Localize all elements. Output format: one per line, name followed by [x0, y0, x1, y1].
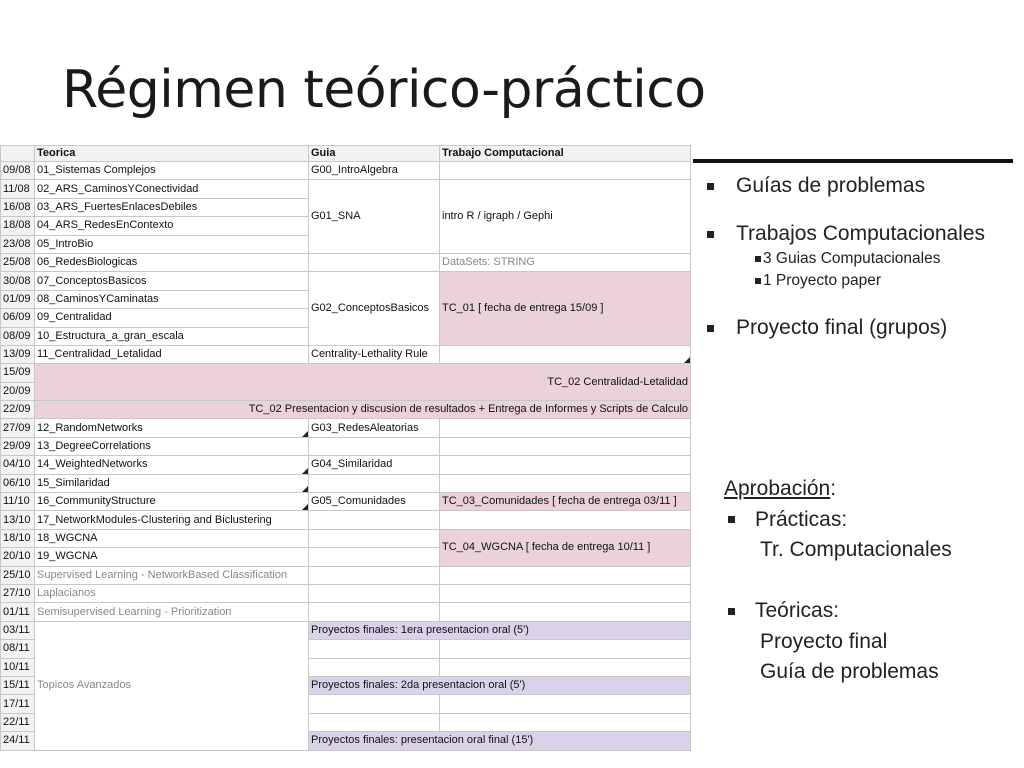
proyecto-cell: Proyectos finales: 1era presentacion oral (5') [309, 621, 691, 639]
table-row [1, 272, 691, 290]
square-bullet-icon [755, 278, 761, 284]
date-cell: 17/11 [1, 695, 35, 713]
date-cell: 16/08 [1, 198, 35, 216]
teorica-cell: 02_ARS_CaminosYConectividad [35, 180, 309, 198]
teoricas-item: Teóricas: [724, 596, 952, 627]
teorica-cell: Laplacianos [35, 584, 309, 602]
date-cell: 27/10 [1, 584, 35, 602]
bullet-list [705, 170, 1020, 340]
guia-cell: G04_Similaridad [309, 456, 440, 474]
presentacion-span-cell: TC_02 Presentacion y discusion de resultados + Entrega de Informes y Scripts de Calculo [35, 401, 691, 419]
teorica-cell: 10_Estructura_a_gran_escala [35, 327, 309, 345]
teorica-cell: 13_DegreeCorrelations [35, 437, 309, 455]
trabajo-cell: intro R / igraph / Gephi [440, 180, 691, 254]
date-cell: 11/10 [1, 493, 35, 511]
date-cell: 08/09 [1, 327, 35, 345]
teorica-cell: 05_IntroBio [35, 235, 309, 253]
table-row [1, 456, 691, 474]
date-cell: 01/09 [1, 290, 35, 308]
divider-line [693, 159, 1013, 163]
date-cell: 18/08 [1, 217, 35, 235]
teorica-cell: 18_WGCNA [35, 529, 309, 547]
teorica-cell: 06_RedesBiologicas [35, 253, 309, 271]
table-row [1, 419, 691, 437]
trabajo-cell: DataSets: STRING [440, 253, 691, 271]
guia-cell [309, 713, 440, 731]
date-cell: 03/11 [1, 621, 35, 639]
proyecto-cell: Proyectos finales: 2da presentacion oral (5') [309, 676, 691, 694]
square-bullet-icon [707, 231, 714, 238]
date-cell: 25/08 [1, 253, 35, 271]
guia-cell [309, 566, 440, 584]
guia-cell [309, 548, 440, 566]
teorica-cell: Supervised Learning - NetworkBased Classification [35, 566, 309, 584]
date-cell: 20/10 [1, 548, 35, 566]
date-cell: 11/08 [1, 180, 35, 198]
trabajo-cell [440, 474, 691, 492]
bullet-text: Proyecto final (grupos) [736, 316, 948, 339]
table-row [1, 162, 691, 180]
trabajo-cell [440, 603, 691, 621]
guia-cell: G01_SNA [309, 180, 440, 254]
table-row [1, 529, 691, 547]
date-cell: 08/11 [1, 640, 35, 658]
date-cell: 27/09 [1, 419, 35, 437]
tc02-span-cell: TC_02 Centralidad-Letalidad [35, 364, 691, 401]
sub-bullet-text: 1 Proyecto paper [763, 272, 882, 289]
proyecto-cell: Proyectos finales: presentacion oral final (15') [309, 732, 691, 750]
square-bullet-icon [728, 608, 735, 615]
teorica-cell: 03_ARS_FuertesEnlacesDebiles [35, 198, 309, 216]
sub-bullet-guias [755, 250, 1020, 268]
guia-cell: G02_ConceptosBasicos [309, 272, 440, 346]
trabajo-cell: TC_01 [ fecha de entrega 15/09 ] [440, 272, 691, 346]
date-cell: 01/11 [1, 603, 35, 621]
header-teorica: Teorica [35, 146, 309, 162]
date-cell: 24/11 [1, 732, 35, 750]
teorica-cell: 19_WGCNA [35, 548, 309, 566]
trabajo-cell [440, 640, 691, 658]
trabajo-cell [440, 695, 691, 713]
table-row [1, 603, 691, 621]
bullet-guias [705, 174, 1020, 198]
date-cell: 20/09 [1, 382, 35, 400]
teorica-cell: 16_CommunityStructure [35, 493, 309, 511]
square-bullet-icon [707, 183, 714, 190]
date-cell: 29/09 [1, 437, 35, 455]
table-row [1, 474, 691, 492]
date-cell: 15/11 [1, 676, 35, 694]
date-cell: 13/09 [1, 345, 35, 363]
guia-cell: G05_Comunidades [309, 493, 440, 511]
table-row [1, 345, 691, 363]
teorica-cell: 15_Similaridad [35, 474, 309, 492]
bullet-text: Guías de problemas [736, 174, 926, 197]
guia-cell [309, 511, 440, 529]
date-cell: 22/09 [1, 401, 35, 419]
date-cell: 10/11 [1, 658, 35, 676]
teorica-cell: 17_NetworkModules-Clustering and Biclustering [35, 511, 309, 529]
trabajo-cell [440, 437, 691, 455]
trabajo-cell [440, 162, 691, 180]
table-row [1, 364, 691, 382]
trabajo-cell [440, 345, 691, 363]
teorica-cell: 08_CaminosYCaminatas [35, 290, 309, 308]
guia-cell [309, 253, 440, 271]
teoricas-detail-proyecto: Proyecto final [760, 629, 888, 653]
header-row [1, 146, 691, 162]
date-cell: 18/10 [1, 529, 35, 547]
guia-cell [309, 474, 440, 492]
guia-cell [309, 695, 440, 713]
date-cell: 30/08 [1, 272, 35, 290]
date-cell: 22/11 [1, 713, 35, 731]
square-bullet-icon [728, 516, 735, 523]
teorica-cell: 09_Centralidad [35, 309, 309, 327]
guia-cell: Centrality-Lethality Rule [309, 345, 440, 363]
aprobacion-heading: Aprobación: [724, 477, 837, 500]
table-row [1, 437, 691, 455]
trabajo-cell [440, 713, 691, 731]
date-cell: 06/10 [1, 474, 35, 492]
sub-bullet-paper [755, 272, 1020, 290]
square-bullet-icon [707, 325, 714, 332]
guia-cell: G03_RedesAleatorias [309, 419, 440, 437]
table-row [1, 566, 691, 584]
teoricas-detail-guia: Guía de problemas [760, 660, 939, 683]
header-trabajo: Trabajo Computacional [440, 146, 691, 162]
teorica-cell: 12_RandomNetworks [35, 419, 309, 437]
table-row [1, 180, 691, 198]
teorica-cell: Topicos Avanzados [35, 621, 309, 750]
date-cell: 15/09 [1, 364, 35, 382]
table-row [1, 401, 691, 419]
table-row [1, 584, 691, 602]
schedule-spreadsheet [0, 145, 690, 758]
teorica-cell: 07_ConceptosBasicos [35, 272, 309, 290]
teorica-cell: Semisupervised Learning - Prioritization [35, 603, 309, 621]
trabajo-cell [440, 658, 691, 676]
trabajo-cell: TC_04_WGCNA [ fecha de entrega 10/11 ] [440, 529, 691, 566]
date-cell: 25/10 [1, 566, 35, 584]
trabajo-cell [440, 566, 691, 584]
table-row [1, 511, 691, 529]
guia-cell [309, 658, 440, 676]
trabajo-cell [440, 456, 691, 474]
teorica-cell: 04_ARS_RedesEnContexto [35, 217, 309, 235]
trabajo-cell: TC_03_Comunidades [ fecha de entrega 03/11 ] [440, 493, 691, 511]
table-row [1, 621, 691, 639]
teorica-cell: 14_WeightedNetworks [35, 456, 309, 474]
teorica-cell: 01_Sistemas Complejos [35, 162, 309, 180]
bullet-proyecto [705, 316, 1020, 340]
guia-cell [309, 640, 440, 658]
table-row [1, 493, 691, 511]
table-row [1, 253, 691, 271]
practicas-detail: Tr. Computacionales [760, 538, 952, 561]
guia-cell [309, 584, 440, 602]
guia-cell [309, 529, 440, 547]
date-cell: 23/08 [1, 235, 35, 253]
slide-title: Régimen teórico-práctico [62, 60, 706, 120]
guia-cell [309, 437, 440, 455]
guia-cell: G00_IntroAlgebra [309, 162, 440, 180]
bullet-text: Trabajos Computacionales [736, 222, 986, 245]
date-cell: 13/10 [1, 511, 35, 529]
date-cell: 04/10 [1, 456, 35, 474]
date-cell: 09/08 [1, 162, 35, 180]
trabajo-cell [440, 584, 691, 602]
date-cell: 06/09 [1, 309, 35, 327]
guia-cell [309, 603, 440, 621]
square-bullet-icon [755, 256, 761, 262]
sub-bullet-text: 3 Guias Computacionales [763, 250, 941, 267]
practicas-item: Prácticas: [724, 505, 952, 536]
header-guia: Guia [309, 146, 440, 162]
header-date-cell [1, 146, 35, 162]
trabajo-cell [440, 511, 691, 529]
aprobacion-block [724, 474, 952, 688]
bullet-trabajos [705, 222, 1020, 246]
trabajo-cell [440, 419, 691, 437]
spacer [724, 566, 952, 597]
teorica-cell: 11_Centralidad_Letalidad [35, 345, 309, 363]
